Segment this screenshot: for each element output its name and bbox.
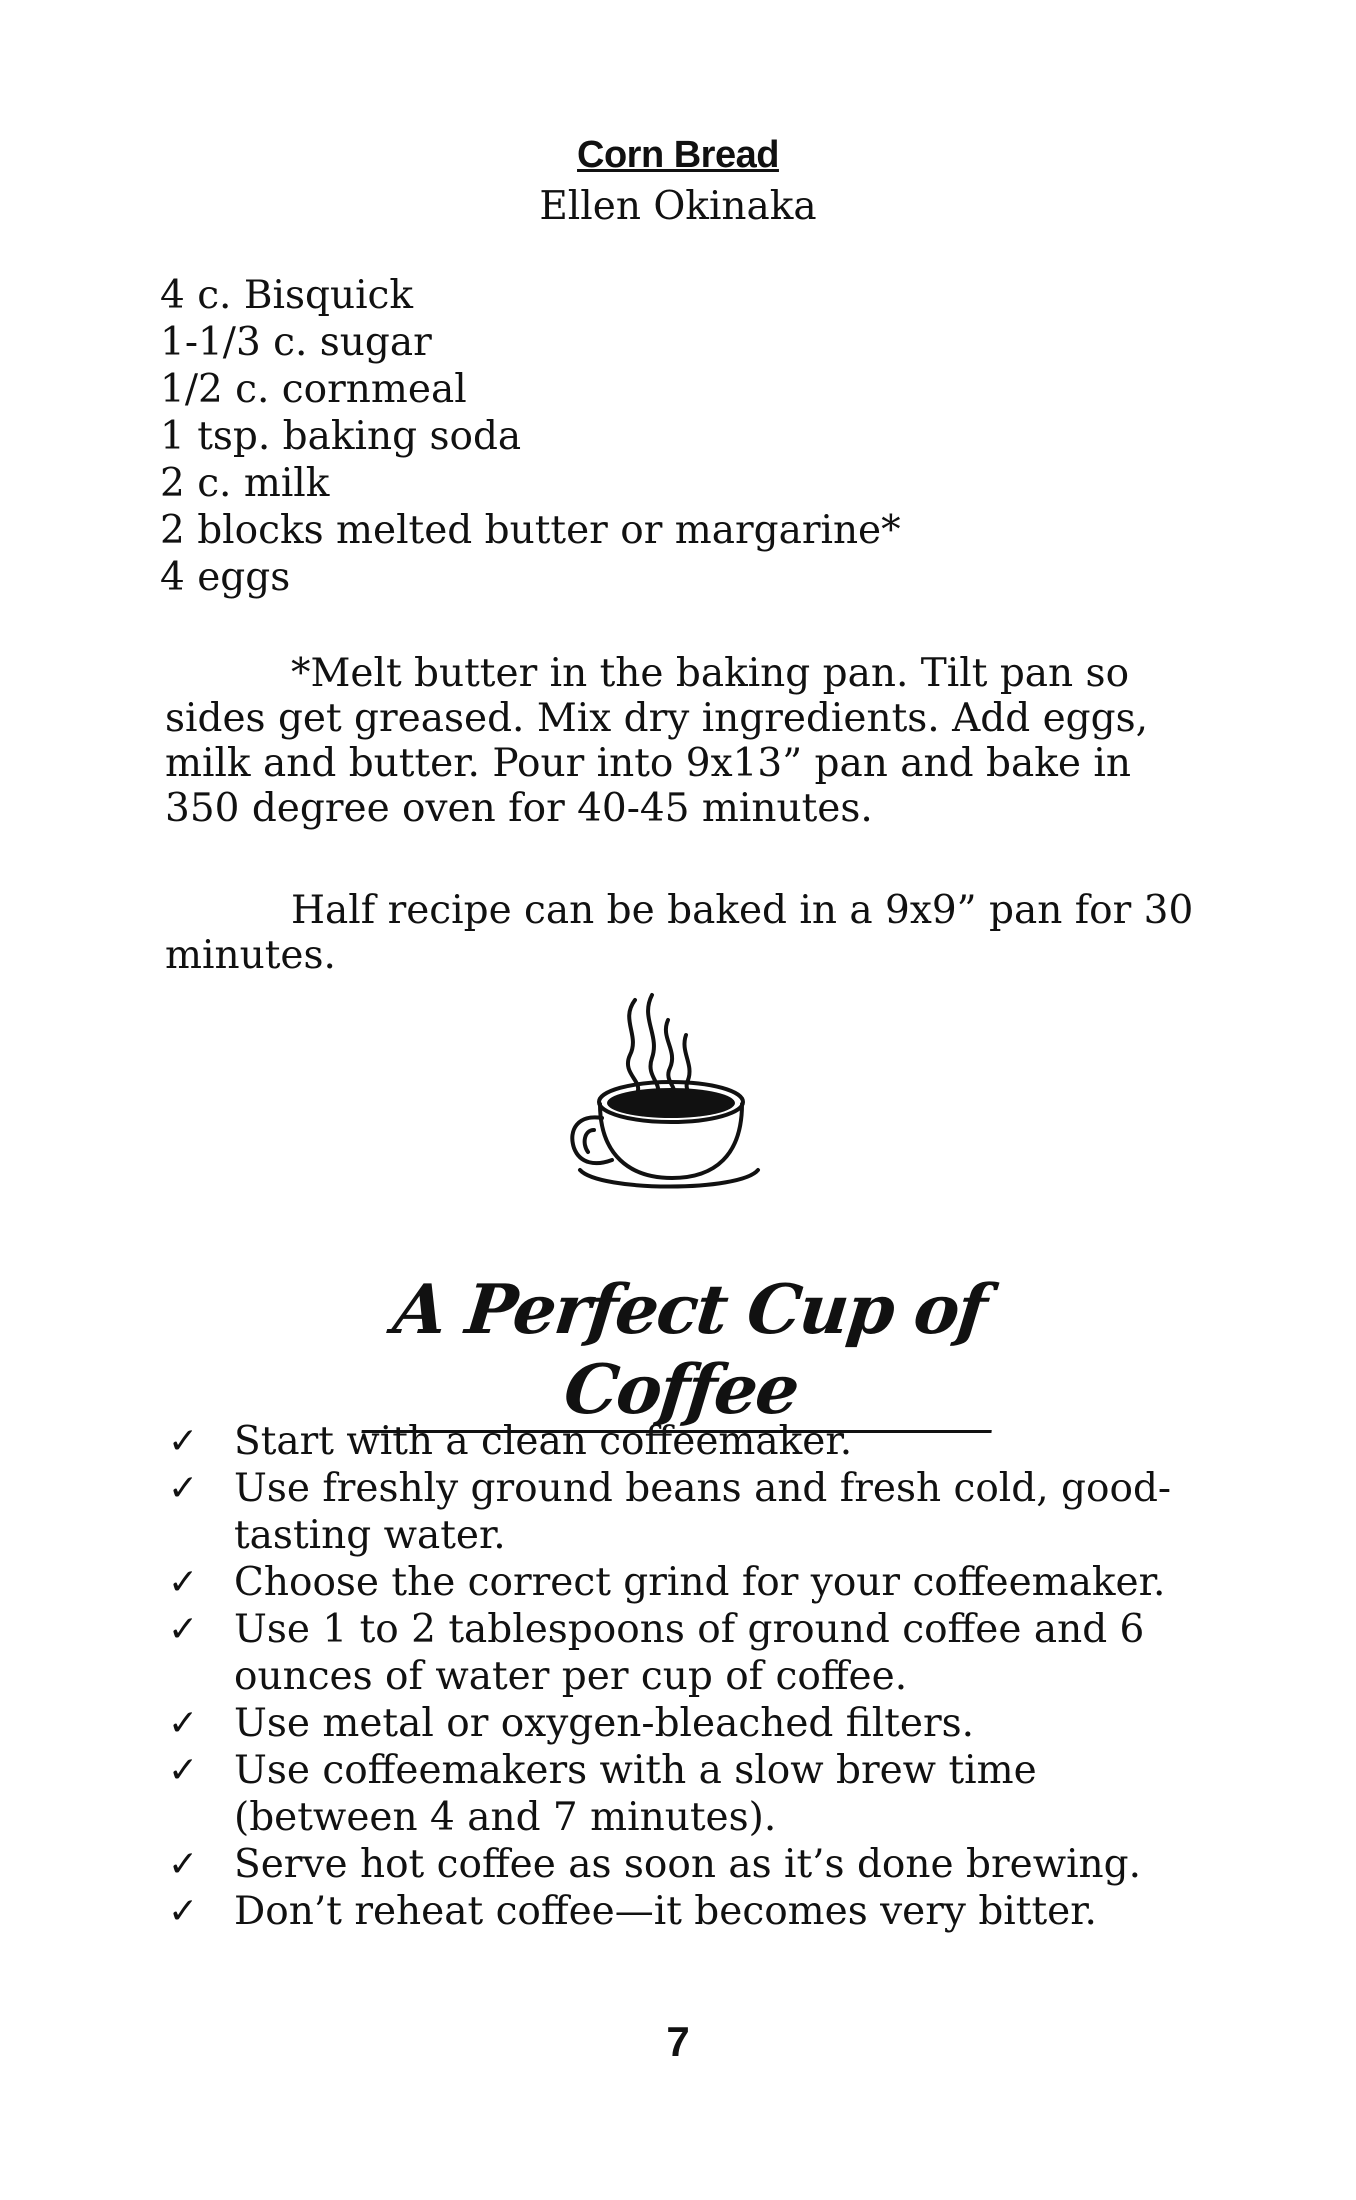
tip-item bbox=[168, 1747, 1228, 1841]
ingredient-item: 1/2 c. cornmeal bbox=[160, 367, 467, 412]
check-mark-icon: ✓ bbox=[168, 1703, 199, 1744]
ingredient-item: 2 c. milk bbox=[160, 461, 330, 506]
check-mark-icon: ✓ bbox=[168, 1421, 199, 1462]
tip-text: Use coffeemakers with a slow brew time (between 4 and 7 minutes). bbox=[234, 1748, 1037, 1840]
tip-item bbox=[168, 1606, 1228, 1700]
recipe-note: Half recipe can be baked in a 9x9” pan for 30 minutes. bbox=[165, 888, 1194, 978]
check-mark-icon: ✓ bbox=[168, 1891, 199, 1932]
check-mark-icon: ✓ bbox=[168, 1609, 199, 1650]
coffee-section-title: A Perfect Cup of Coffee bbox=[361, 1270, 1008, 1433]
check-mark-icon: ✓ bbox=[168, 1844, 199, 1885]
ingredient-item: 1-1/3 c. sugar bbox=[160, 320, 432, 365]
tip-item bbox=[168, 1559, 1228, 1606]
tip-item bbox=[168, 1700, 1228, 1747]
check-mark-icon: ✓ bbox=[168, 1750, 199, 1791]
ingredient-item: 4 c. Bisquick bbox=[160, 273, 414, 318]
tip-item bbox=[168, 1465, 1228, 1559]
ingredient-item: 1 tsp. baking soda bbox=[160, 414, 522, 459]
tip-text: Serve hot coffee as soon as it’s done brewing. bbox=[234, 1842, 1142, 1887]
recipe-title: Corn Bread bbox=[577, 134, 779, 176]
recipe-instructions: *Melt butter in the baking pan. Tilt pan so sides get greased. Mix dry ingredients. Add eggs, milk and butter. Pour into 9x13” pan and bake in 350 degree oven for 40-45 minutes. bbox=[165, 651, 1148, 831]
coffee-tips-list bbox=[168, 1418, 1228, 1935]
tip-text: Start with a clean coffeemaker. bbox=[234, 1419, 853, 1464]
tip-text: Use freshly ground beans and fresh cold, good-tasting water. bbox=[234, 1466, 1172, 1558]
tip-text: Use 1 to 2 tablespoons of ground coffee and 6 ounces of water per cup of coffee. bbox=[234, 1607, 1145, 1699]
tip-item bbox=[168, 1888, 1228, 1935]
tip-text: Choose the correct grind for your coffeemaker. bbox=[234, 1560, 1166, 1605]
ingredient-item: 4 eggs bbox=[160, 555, 291, 600]
ingredient-item: 2 blocks melted butter or margarine* bbox=[160, 508, 901, 553]
recipe-author: Ellen Okinaka bbox=[539, 184, 817, 229]
check-mark-icon: ✓ bbox=[168, 1562, 199, 1603]
tip-item bbox=[168, 1418, 1228, 1465]
check-mark-icon: ✓ bbox=[168, 1468, 199, 1509]
coffee-cup-icon bbox=[560, 980, 780, 1200]
tip-text: Use metal or oxygen-bleached filters. bbox=[234, 1701, 975, 1746]
page-number: 7 bbox=[666, 2018, 690, 2065]
tip-text: Don’t reheat coffee—it becomes very bitter. bbox=[234, 1889, 1097, 1934]
tip-item bbox=[168, 1841, 1228, 1888]
ingredient-list bbox=[160, 272, 901, 601]
